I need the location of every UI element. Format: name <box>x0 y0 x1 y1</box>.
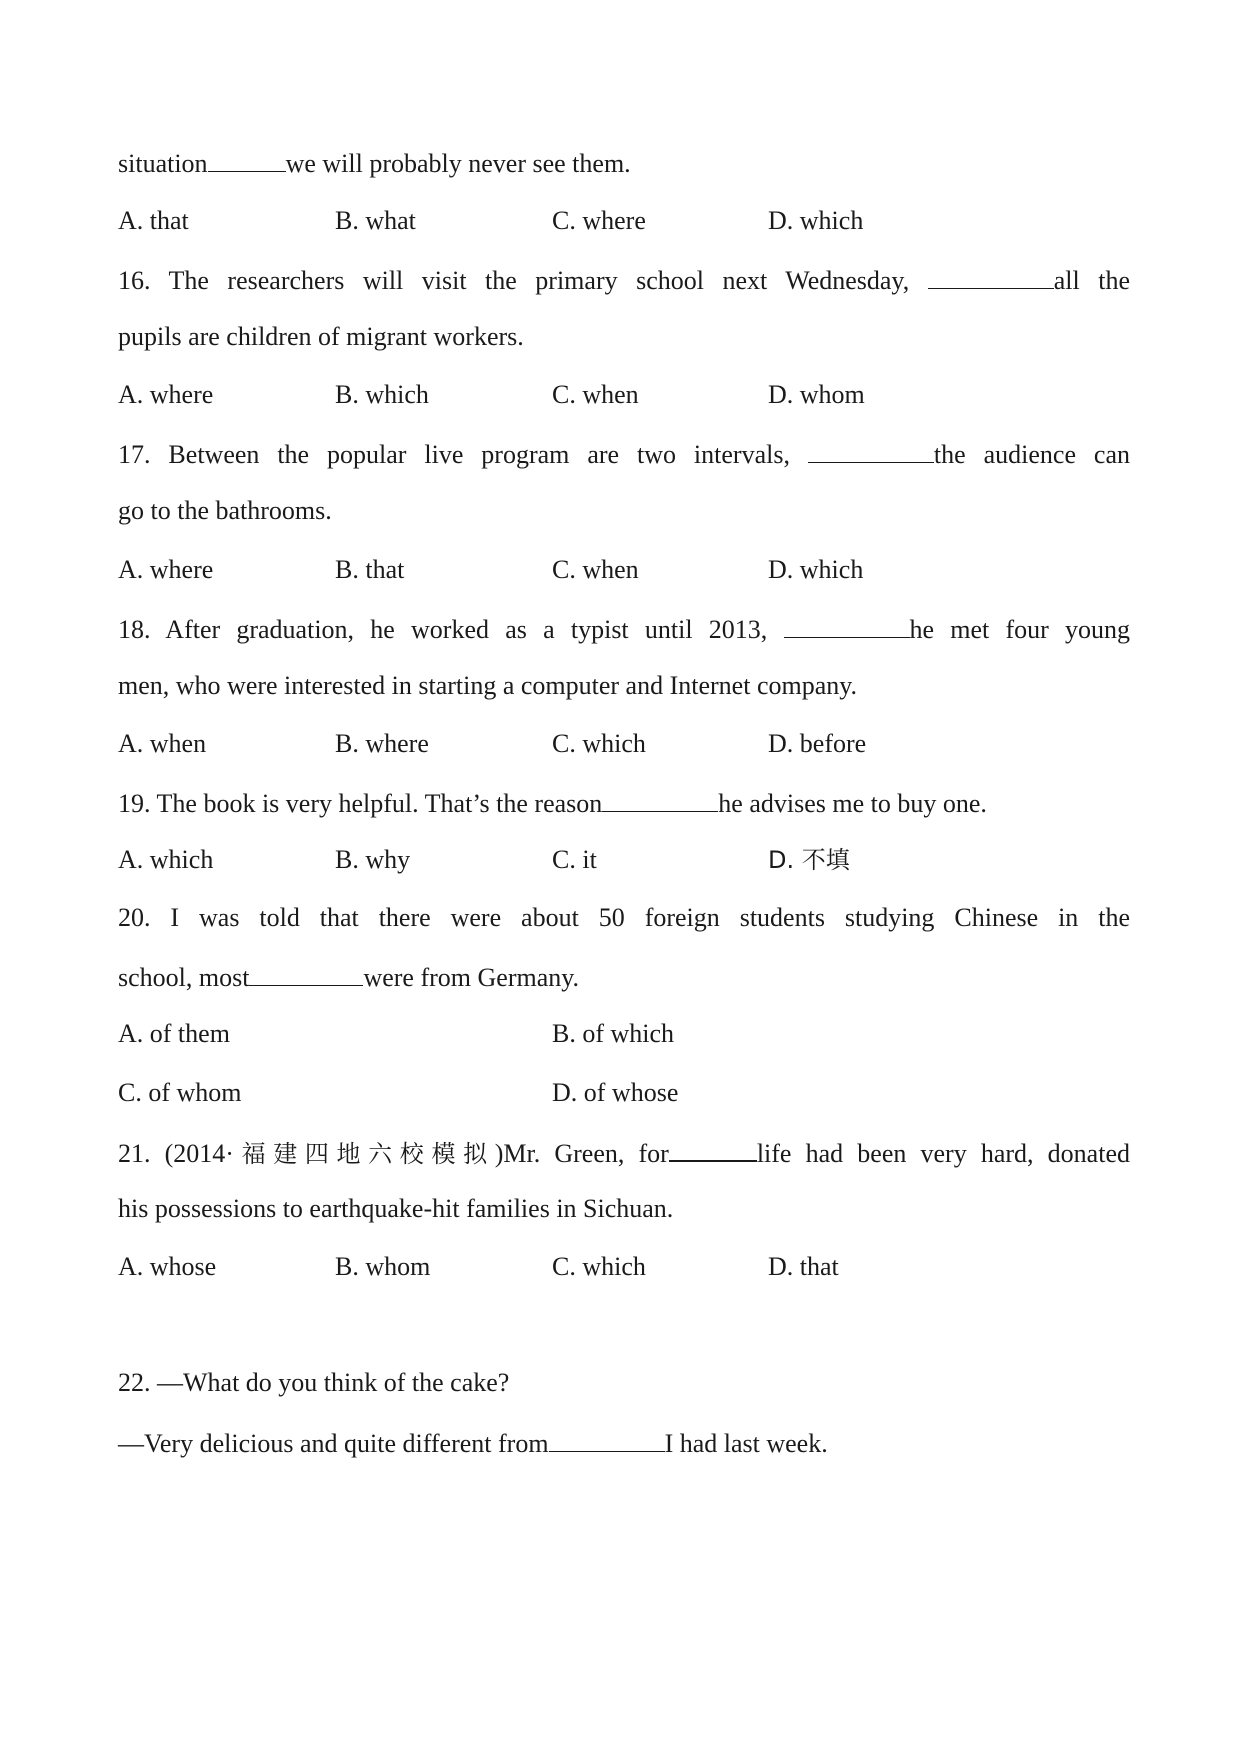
answer-blank[interactable] <box>928 264 1054 289</box>
option-b[interactable]: B. what <box>335 206 416 235</box>
option-c[interactable]: C. it <box>552 845 597 874</box>
q21-stem-line1: 21. (2014·福建四地六校模拟)Mr. Green, for life had been very hard, donated <box>118 1136 1130 1169</box>
option-c[interactable]: C. of whom <box>118 1078 242 1107</box>
option-c[interactable]: C. which <box>552 729 646 758</box>
question-source: 福建四地六校模拟 <box>233 1140 495 1168</box>
q22-stem-line1: 22. —What do you think of the cake? <box>118 1368 510 1397</box>
option-b[interactable]: B. which <box>335 380 429 409</box>
option-a[interactable]: A. where <box>118 555 214 584</box>
option-d[interactable]: D. before <box>768 729 867 758</box>
answer-blank[interactable] <box>784 613 910 638</box>
q20-stem-line1: 20. I was told that there were about 50 foreign students studying Chinese in the <box>118 903 1130 932</box>
answer-blank[interactable] <box>549 1427 665 1452</box>
option-d[interactable]: D. which <box>768 555 864 584</box>
answer-blank[interactable] <box>669 1136 757 1162</box>
q18-stem-line2: men, who were interested in starting a computer and Internet company. <box>118 671 858 700</box>
option-d[interactable]: D. which <box>768 206 864 235</box>
q16-stem-line1: 16. The researchers will visit the primary school next Wednesday, all the <box>118 266 1130 295</box>
option-d[interactable]: D. that <box>768 1252 839 1281</box>
answer-blank[interactable] <box>249 961 363 986</box>
q22-stem-line2: —Very delicious and quite different from I had last week. <box>118 1429 828 1458</box>
option-b[interactable]: B. where <box>335 729 429 758</box>
option-a[interactable]: A. whose <box>118 1252 217 1281</box>
option-c[interactable]: C. which <box>552 1252 646 1281</box>
option-d[interactable]: D. of whose <box>552 1078 679 1107</box>
q17-stem-line1: 17. Between the popular live program are two intervals, the audience can <box>118 440 1131 469</box>
q18-stem-line1: 18. After graduation, he worked as a typist until 2013, he met four young <box>118 615 1131 644</box>
q16-stem-line2: pupils are children of migrant workers. <box>118 322 524 351</box>
answer-blank[interactable] <box>808 438 934 463</box>
option-d[interactable]: D. whom <box>768 380 865 409</box>
answer-blank[interactable] <box>208 147 286 172</box>
option-d[interactable]: D. 不填 <box>768 846 850 874</box>
option-b[interactable]: B. why <box>335 845 411 874</box>
option-a[interactable]: A. which <box>118 845 214 874</box>
q19-stem-line1: 19. The book is very helpful. That’s the reason he advises me to buy one. <box>118 789 987 818</box>
q17-stem-line2: go to the bathrooms. <box>118 496 332 525</box>
q21-stem-line2: his possessions to earthquake-hit families in Sichuan. <box>118 1194 674 1223</box>
answer-blank[interactable] <box>602 787 718 812</box>
option-c[interactable]: C. when <box>552 380 639 409</box>
option-a[interactable]: A. of them <box>118 1019 230 1048</box>
option-c[interactable]: C. where <box>552 206 646 235</box>
option-c[interactable]: C. when <box>552 555 639 584</box>
q20-stem-line2: school, most were from Germany. <box>118 963 580 992</box>
option-a[interactable]: A. when <box>118 729 207 758</box>
option-b[interactable]: B. of which <box>552 1019 675 1048</box>
option-a[interactable]: A. where <box>118 380 214 409</box>
option-b[interactable]: B. that <box>335 555 405 584</box>
q15-stem-continued: situation we will probably never see them. <box>118 149 631 178</box>
option-a[interactable]: A. that <box>118 206 189 235</box>
option-b[interactable]: B. whom <box>335 1252 431 1281</box>
